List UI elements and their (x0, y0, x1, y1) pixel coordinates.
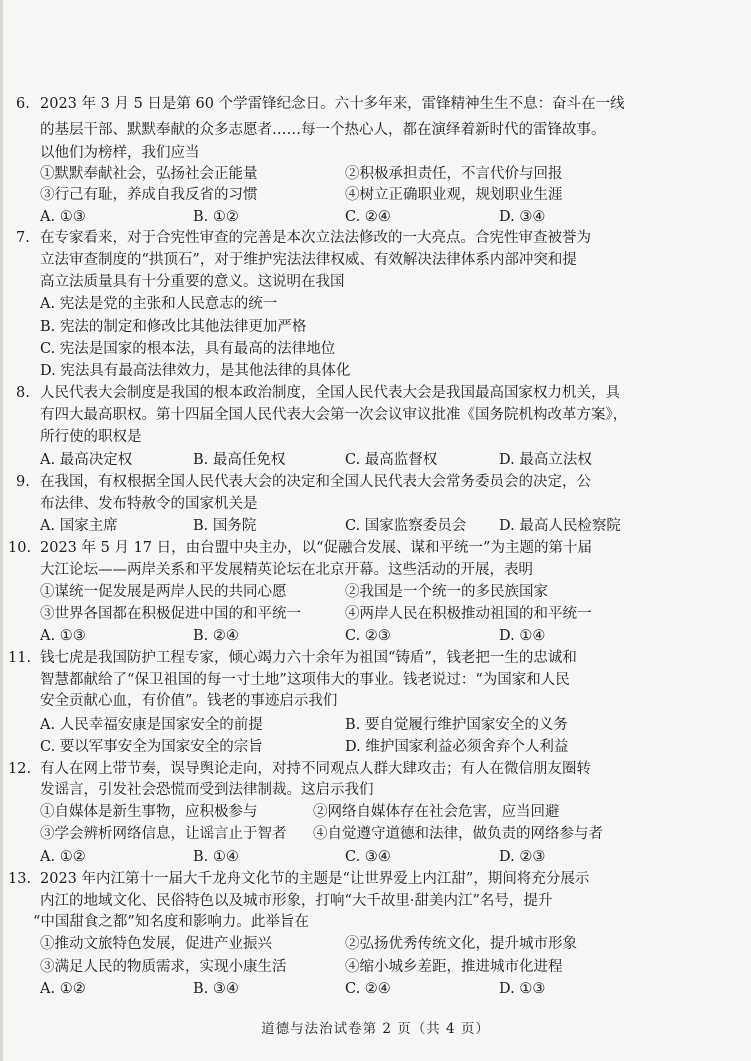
choice-d: D. 宪法具有最高法律效力，是其他法律的具体化 (40, 363, 351, 379)
choice-d: D. 维护国家利益必须舍弃个人利益 (345, 739, 569, 755)
page-footer: 道德与法治试卷第 2 页（共 4 页） (261, 1021, 490, 1037)
question-number: 9. (16, 474, 30, 490)
question-number: 11. (8, 650, 32, 666)
statement-4: ④树立正确职业观，规划职业生涯 (345, 187, 563, 203)
statement-2: ②积极承担责任，不言代价与回报 (345, 166, 563, 182)
statement-3: ③行己有耻，养成自我反省的习惯 (40, 187, 258, 203)
choice-b: B. 最高任免权 (193, 452, 286, 468)
question-stem-line: 所行使的职权是 (40, 429, 142, 445)
statement-2: ②网络自媒体存在社会危害，应当回避 (313, 804, 560, 820)
choice-b: B. ②④ (193, 628, 239, 644)
choice-a: A. ①③ (40, 628, 86, 644)
question-stem-line: “中国甜食之都”知名度和影响力。此举旨在 (33, 914, 309, 930)
choice-c: C. 最高监督权 (345, 452, 438, 468)
statement-2: ②弘扬优秀传统文化，提升城市形象 (345, 936, 577, 952)
question-stem-line: 大江论坛——两岸关系和平发展精英论坛在北京开幕。这些活动的开展，表明 (40, 562, 533, 578)
question-stem-line: 高立法质量具有十分重要的意义。这说明在我国 (40, 274, 345, 290)
question-stem-line: 2023 年 5 月 17 日，由台盟中央主办，以“促融合发展、谋和平统一”为主题的第十届 (40, 540, 592, 556)
question-number: 6. (16, 96, 30, 112)
choice-c: C. ②④ (345, 209, 391, 225)
question-number: 12. (8, 761, 32, 777)
choice-d: D. 最高立法权 (499, 452, 592, 468)
question-stem-line: 布法律、发布特赦令的国家机关是 (40, 496, 258, 512)
choice-a: A. ①② (40, 849, 86, 865)
choice-a: A. ①② (40, 981, 86, 997)
choice-d: D. ②③ (499, 849, 546, 865)
choice-c: C. ②④ (345, 981, 391, 997)
choice-c: C. 要以军事安全为国家安全的宗旨 (40, 739, 263, 755)
choice-c: C. ②③ (345, 628, 391, 644)
question-stem-line: 立法审查制度的“拱顶石”，对于维护宪法法律权威、有效解决法律体系内部冲突和提 (40, 252, 577, 268)
choice-a: A. ①③ (40, 209, 86, 225)
statement-4: ④缩小城乡差距，推进城市化进程 (345, 959, 563, 975)
question-number: 10. (8, 540, 32, 556)
choice-a: A. 最高决定权 (40, 452, 133, 468)
question-stem-line: 在专家看来，对于合宪性审查的完善是本次立法法修改的一大亮点。合宪性审查被誉为 (40, 230, 591, 246)
question-stem-line: 发谣言，引发社会恐慌而受到法律制裁。这启示我们 (40, 782, 374, 798)
choice-b: B. 要自觉履行维护国家安全的义务 (345, 717, 568, 733)
statement-4: ④自觉遵守道德和法律，做负责的网络参与者 (313, 826, 603, 842)
choice-a: A. 国家主席 (40, 518, 118, 534)
statement-3: ③学会辨析网络信息，让谣言止于智者 (40, 826, 287, 842)
choice-d: D. ①④ (499, 628, 546, 644)
question-stem-line: 智慧都献给了“保卫祖国的每一寸土地”这项伟大的事业。钱老说过：“为国家和人民 (40, 672, 570, 688)
choice-b: B. 国务院 (193, 518, 257, 534)
question-stem-line: 以他们为榜样，我们应当 (40, 145, 200, 161)
question-stem-line: 的基层干部、默默奉献的众多志愿者……每一个热心人，都在演绎着新时代的雷锋故事。 (40, 122, 606, 138)
choice-d: D. ③④ (499, 209, 546, 225)
question-stem-line: 人民代表大会制度是我国的根本政治制度，全国人民代表大会是我国最高国家权力机关，具 (40, 385, 620, 401)
statement-1: ①默默奉献社会，弘扬社会正能量 (40, 166, 258, 182)
question-number: 13. (8, 871, 32, 887)
choice-b: B. ③④ (193, 981, 239, 997)
choice-d: D. ①③ (499, 981, 546, 997)
question-number: 8. (16, 385, 30, 401)
question-stem-line: 有四大最高职权。第十四届全国人民代表大会第一次会议审议批准《国务院机构改革方案》， (40, 407, 628, 423)
statement-1: ①自媒体是新生事物，应积极参与 (40, 804, 258, 820)
statement-3: ③满足人民的物质需求，实现小康生活 (40, 959, 287, 975)
question-stem-line: 安全贡献心血，有价值”。钱老的事迹启示我们 (40, 693, 338, 709)
choice-b: B. 宪法的制定和修改比其他法律更加严格 (40, 319, 307, 335)
question-stem-line: 2023 年内江第十一届大千龙舟文化节的主题是“让世界爱上内江甜”，期间将充分展示 (40, 871, 590, 887)
choice-a: A. 宪法是党的主张和人民意志的统一 (40, 296, 278, 312)
statement-4: ④两岸人民在积极推动祖国的和平统一 (345, 606, 592, 622)
choice-a: A. 人民幸福安康是国家安全的前提 (40, 717, 263, 733)
question-stem-line: 有人在网上带节奏，误导舆论走向，对持不同观点人群大肆攻击；有人在微信朋友圈转 (40, 761, 591, 777)
question-stem-line: 2023 年 3 月 5 日是第 60 个学雷锋纪念日。六十多年来，雷锋精神生生不息：奋斗在一线 (40, 96, 625, 112)
scan-edge (0, 0, 3, 1061)
choice-b: B. ①② (193, 209, 239, 225)
question-number: 7. (16, 230, 30, 246)
choice-c: C. ③④ (345, 849, 391, 865)
choice-c: C. 国家监察委员会 (345, 518, 467, 534)
choice-d: D. 最高人民检察院 (499, 518, 621, 534)
statement-1: ①谋统一促发展是两岸人民的共同心愿 (40, 584, 287, 600)
question-stem-line: 钱七虎是我国防护工程专家，倾心竭力六十余年为祖国“铸盾”，钱老把一生的忠诚和 (40, 650, 577, 666)
statement-3: ③世界各国都在积极促进中国的和平统一 (40, 606, 301, 622)
statement-2: ②我国是一个统一的多民族国家 (345, 584, 548, 600)
choice-c: C. 宪法是国家的根本法，具有最高的法律地位 (40, 341, 336, 357)
statement-1: ①推动文旅特色发展，促进产业振兴 (40, 936, 272, 952)
question-stem-line: 在我国，有权根据全国人民代表大会的决定和全国人民代表大会常务委员会的决定，公 (40, 474, 591, 490)
question-stem-line: 内江的地域文化、民俗特色以及城市形象，打响“大千故里·甜美内江”名号，提升 (40, 893, 553, 909)
choice-b: B. ①④ (193, 849, 239, 865)
